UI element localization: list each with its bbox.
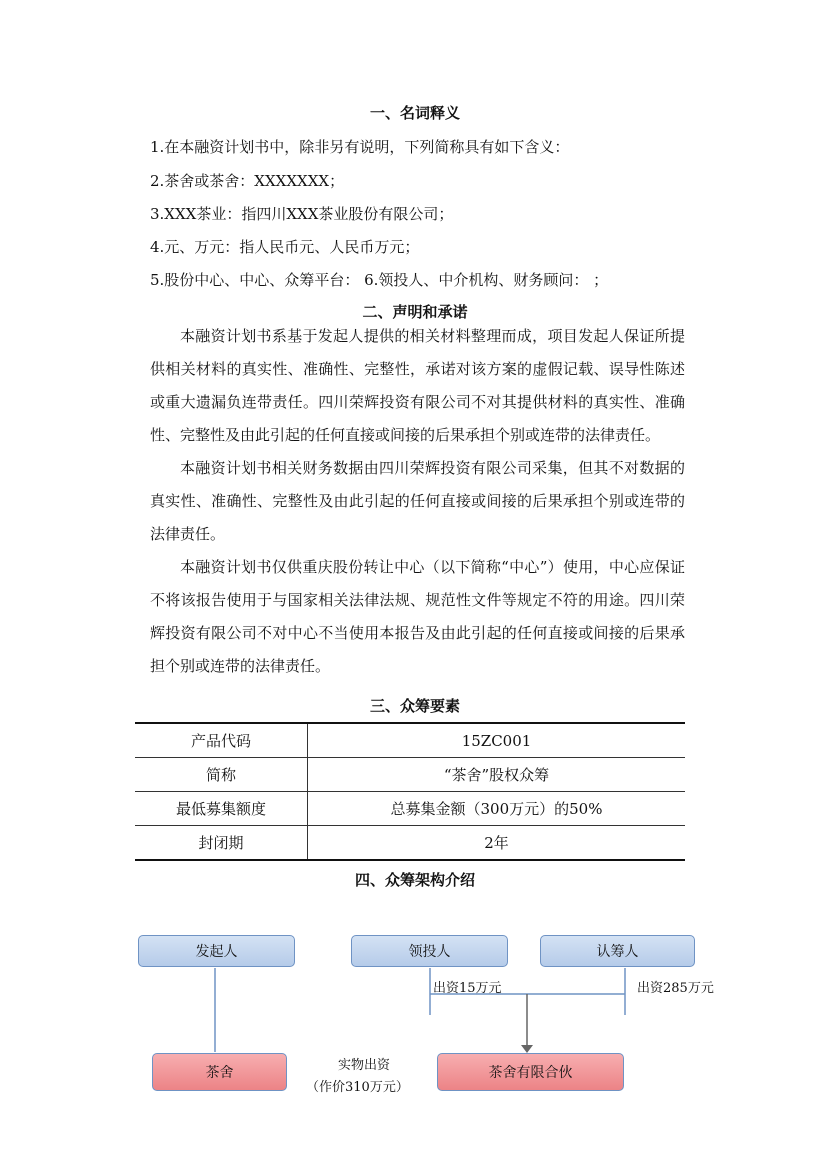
statement-paragraph-3: 本融资计划书仅供重庆股份转让中心（以下简称“中心”）使用，中心应保证不将该报告使用于与国家相关法律法规、规范性文件等规定不符的用途。四川荣辉投资有限公司不对中心不当使用本报告及由此引起的任何直接或间接的后果承担个别或连带的法律责任。 (150, 558, 685, 675)
definition-line-4: 4.元、万元：指人民币元、人民币万元； (150, 238, 420, 256)
section3-title: 三、众筹要素 (369, 697, 460, 715)
table-cell-label: 封闭期 (135, 826, 308, 861)
definition-line-5: 5.股份中心、中心、众筹平台： 6.领投人、中介机构、财务顾问： ； (150, 271, 609, 289)
statement-paragraph-2: 本融资计划书相关财务数据由四川荣辉投资有限公司采集，但其不对数据的真实性、准确性、完整性及由此引起的任何直接或间接的后果承担个别或连带的法律责任。 (150, 459, 685, 543)
teahouse-box: 茶舍 (152, 1053, 287, 1091)
statement-paragraph-1: 本融资计划书系基于发起人提供的相关材料整理而成，项目发起人保证所提供相关材料的真实性、准确性、完整性，承诺对该方案的虚假记载、误导性陈述或重大遗漏负连带责任。四川荣辉投资有限公司不对其提供材料的真实性、准确性、完整性及由此引起的任何直接或间接的后果承担个别或连带的法律责任。 (150, 327, 685, 444)
definition-line-3: 3.XXX茶业：指四川XXX茶业股份有限公司； (150, 205, 454, 223)
definition-line-2: 2.茶舍或茶舍：XXXXXXX； (150, 172, 345, 190)
table-cell-value: 总募集金额（300万元）的50% (308, 792, 686, 826)
in-kind-label-line2: （作价310万元） (306, 1080, 409, 1095)
subscriber-contribution-label: 出资285万元 (637, 981, 714, 996)
section4-title: 四、众筹架构介绍 (354, 871, 475, 889)
partnership-box: 茶舍有限合伙 (437, 1053, 624, 1091)
lead-contribution-label: 出资15万元 (433, 981, 502, 996)
table-cell-value: 2年 (308, 826, 686, 861)
subscriber-box: 认筹人 (540, 935, 695, 967)
section2-title: 二、声明和承诺 (362, 303, 468, 321)
in-kind-label-line1: 实物出资 (338, 1058, 391, 1073)
arrow-head-icon (521, 1045, 533, 1053)
table-cell-label: 简称 (135, 758, 308, 792)
table-cell-value: 15ZC001 (308, 723, 686, 758)
sponsor-box: 发起人 (138, 935, 295, 967)
table-cell-label: 产品代码 (135, 723, 308, 758)
lead-investor-box: 领投人 (351, 935, 508, 967)
section1-title: 一、名词释义 (369, 104, 460, 122)
definition-line-1: 1.在本融资计划书中，除非另有说明，下列简称具有如下含义： (150, 138, 570, 156)
table-cell-value: “茶舍”股权众筹 (308, 758, 686, 792)
table-cell-label: 最低募集额度 (135, 792, 308, 826)
